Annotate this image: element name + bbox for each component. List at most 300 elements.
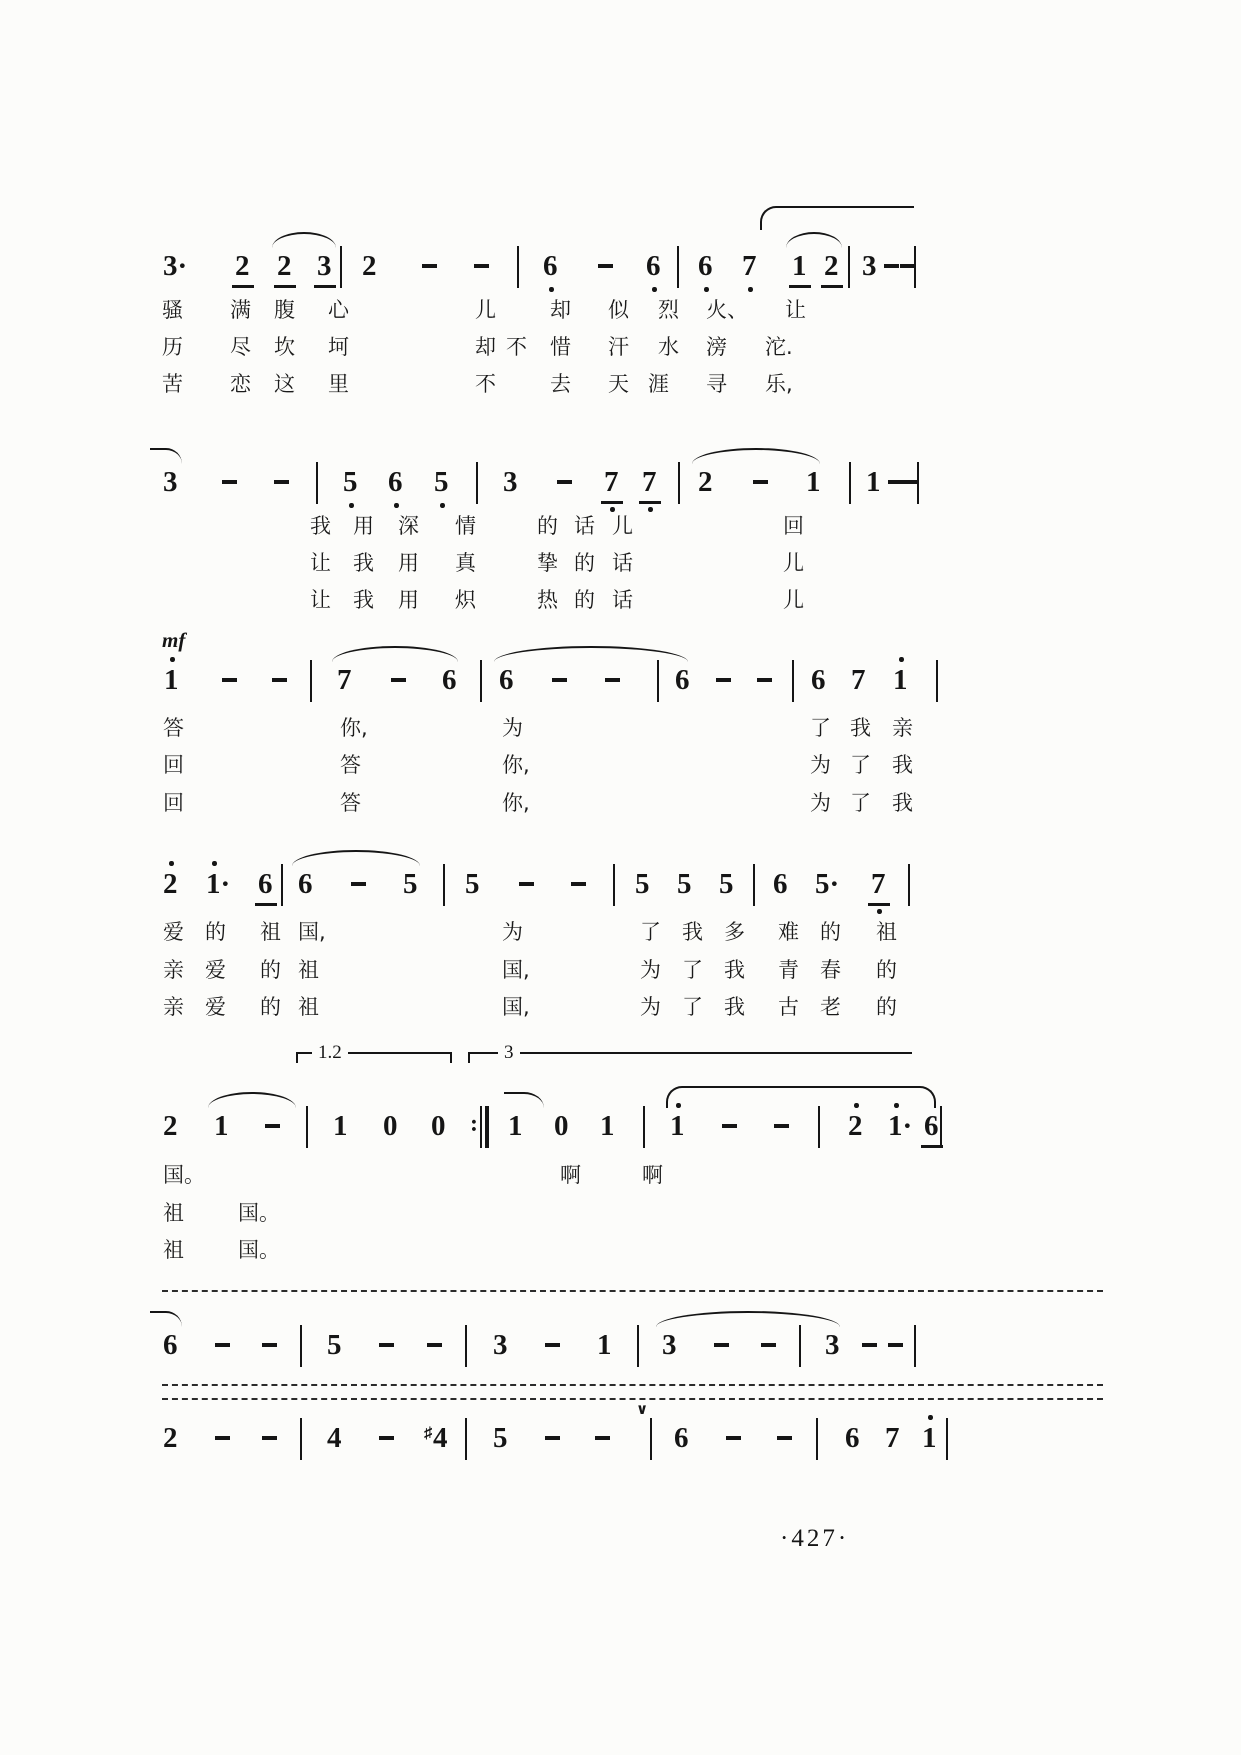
duration-dash xyxy=(714,1343,729,1347)
note-number: 6 xyxy=(698,250,713,282)
lyric-syllable: 我 xyxy=(892,753,913,777)
note-number: 3 xyxy=(163,466,178,498)
lyric-syllable: 了 xyxy=(640,920,661,944)
lyric-syllable: 情 xyxy=(455,514,476,538)
duration-dash xyxy=(774,1124,789,1128)
note-number: 5 xyxy=(403,868,418,900)
lyric-syllable: 苦 xyxy=(162,372,183,396)
note-number: 1 xyxy=(922,1422,937,1454)
octave-dot-below xyxy=(877,909,882,914)
lyric-syllable: 了 xyxy=(850,791,871,815)
lyric-syllable: 里 xyxy=(328,372,349,396)
note-number: 5 xyxy=(327,1329,342,1361)
note-number: 7 xyxy=(642,466,657,498)
lyric-syllable: 国。 xyxy=(238,1238,280,1262)
octave-dot-below xyxy=(748,287,753,292)
note-number: 6 xyxy=(924,1110,939,1142)
barline xyxy=(306,1106,308,1148)
lyric-syllable: 祖 xyxy=(876,920,897,944)
slur-tie-arc xyxy=(150,448,182,464)
lyric-syllable: 烈 xyxy=(658,298,679,322)
note-number: 2 xyxy=(235,250,250,282)
note-number: 1 xyxy=(866,466,881,498)
note-number: 1 xyxy=(600,1110,615,1142)
octave-dot-below xyxy=(610,507,615,512)
duration-dash xyxy=(903,480,918,484)
note-number: 0 xyxy=(383,1110,398,1142)
slur-tie-arc xyxy=(692,448,820,464)
lyric-syllable: 儿 xyxy=(783,551,804,575)
barline xyxy=(792,660,794,702)
note-number: 7 xyxy=(337,664,352,696)
duration-dash xyxy=(351,882,366,886)
lyric-syllable: 爱 xyxy=(163,920,184,944)
lyric-syllable: 儿 xyxy=(612,514,633,538)
duration-dash xyxy=(595,1436,610,1440)
lyric-syllable: 为 xyxy=(810,791,831,815)
slur-tie-arc xyxy=(272,232,336,248)
note-number: 6 xyxy=(543,250,558,282)
barline xyxy=(799,1325,801,1367)
note-number: 5· xyxy=(815,868,840,900)
lyric-syllable: 为 xyxy=(640,958,661,982)
octave-dot-above xyxy=(169,861,174,866)
lyric-syllable: 古 xyxy=(778,995,799,1019)
lyric-syllable: 你, xyxy=(502,791,530,815)
duration-dash xyxy=(757,678,772,682)
lyric-syllable: 滂 xyxy=(706,335,727,359)
volta-label: 1.2 xyxy=(312,1043,348,1062)
lyric-syllable: 的 xyxy=(260,958,281,982)
barline xyxy=(613,864,615,906)
duration-dash xyxy=(716,678,731,682)
octave-dot-below xyxy=(349,503,354,508)
lyric-syllable: 答 xyxy=(163,716,184,740)
duration-dash xyxy=(777,1436,792,1440)
note-number: 3 xyxy=(862,250,877,282)
repeat-sign-barline xyxy=(480,1106,482,1148)
note-number: 5 xyxy=(465,868,480,900)
lyric-syllable: 寻 xyxy=(706,372,727,396)
note-number: 3 xyxy=(493,1329,508,1361)
lyric-syllable: 你, xyxy=(340,716,368,740)
octave-dot-below xyxy=(648,507,653,512)
note-number: ♯4 xyxy=(424,1422,448,1454)
lyric-syllable: 祖 xyxy=(298,958,319,982)
note-number: 5 xyxy=(635,868,650,900)
note-number: 7 xyxy=(871,868,886,900)
note-number: 5 xyxy=(434,466,449,498)
note-number: 1· xyxy=(888,1110,913,1142)
note-number: 2 xyxy=(698,466,713,498)
lyric-syllable: 老 xyxy=(820,995,841,1019)
note-number: 1 xyxy=(792,250,807,282)
lyric-syllable: 的 xyxy=(820,920,841,944)
lyric-syllable: 满 xyxy=(230,298,251,322)
repeat-sign-barline xyxy=(485,1106,489,1148)
lyric-syllable: 用 xyxy=(398,588,419,612)
note-number: 1 xyxy=(214,1110,229,1142)
slur-tie-arc xyxy=(292,850,420,866)
lyric-syllable: 亲 xyxy=(163,995,184,1019)
duration-dash xyxy=(753,480,768,484)
page-number: ·427· xyxy=(780,1525,850,1552)
note-number: 2 xyxy=(163,1110,178,1142)
lyric-syllable: 深 xyxy=(398,514,419,538)
barline xyxy=(908,864,910,906)
lyric-syllable: 难 xyxy=(778,920,799,944)
lyric-syllable: 儿 xyxy=(475,298,496,322)
duration-dash xyxy=(605,678,620,682)
note-number: 1 xyxy=(508,1110,523,1142)
duration-dash xyxy=(215,1436,230,1440)
lyric-syllable: 回 xyxy=(783,514,804,538)
lyric-syllable: 尽 xyxy=(230,335,251,359)
lyric-syllable: 沱. xyxy=(765,335,793,359)
lyric-syllable: 的 xyxy=(574,551,595,575)
octave-dot-above xyxy=(899,657,904,662)
lyric-syllable: 汗 xyxy=(608,335,629,359)
slur-tie-arc xyxy=(332,646,458,662)
lyric-syllable: 亲 xyxy=(892,716,913,740)
lyric-syllable: 用 xyxy=(398,551,419,575)
duration-dash xyxy=(884,264,899,268)
barline xyxy=(650,1418,652,1460)
lyric-syllable: 让 xyxy=(310,588,331,612)
lyric-syllable: 祖 xyxy=(163,1201,184,1225)
lyric-syllable: 的 xyxy=(537,514,558,538)
note-number: 3 xyxy=(662,1329,677,1361)
lyric-syllable: 乐, xyxy=(765,372,793,396)
duration-dash xyxy=(888,1343,903,1347)
duration-dash xyxy=(552,678,567,682)
note-number: 6 xyxy=(388,466,403,498)
barline xyxy=(848,246,850,288)
barline xyxy=(940,1106,942,1148)
octave-dot-below xyxy=(652,287,657,292)
note-number: 6 xyxy=(258,868,273,900)
lyric-syllable: 挚 xyxy=(537,551,558,575)
octave-dot-below xyxy=(440,503,445,508)
note-number: 0 xyxy=(554,1110,569,1142)
lyric-syllable: 春 xyxy=(820,958,841,982)
barline xyxy=(443,864,445,906)
barline xyxy=(678,462,680,504)
lyric-syllable: 这 xyxy=(274,372,295,396)
eighth-note-underline xyxy=(601,501,623,504)
lyric-syllable: 你, xyxy=(502,753,530,777)
note-number: 5 xyxy=(677,868,692,900)
barline xyxy=(816,1418,818,1460)
lyric-syllable: 祖 xyxy=(260,920,281,944)
duration-dash xyxy=(474,264,489,268)
barline xyxy=(657,660,659,702)
barline xyxy=(465,1418,467,1460)
lyric-syllable: 骚 xyxy=(162,298,183,322)
lyric-syllable: 了 xyxy=(682,995,703,1019)
lyric-syllable: 的 xyxy=(876,995,897,1019)
note-number: 4 xyxy=(327,1422,342,1454)
barline xyxy=(637,1325,639,1367)
lyric-syllable: 儿 xyxy=(783,588,804,612)
note-number: 7 xyxy=(742,250,757,282)
note-number: 1 xyxy=(893,664,908,696)
note-number: 6 xyxy=(442,664,457,696)
melisma-dashed-line xyxy=(162,1384,1103,1386)
barline xyxy=(316,462,318,504)
lyric-syllable: 了 xyxy=(682,958,703,982)
note-number: 5 xyxy=(719,868,734,900)
duration-dash xyxy=(274,480,289,484)
lyric-syllable: 啊 xyxy=(642,1163,663,1187)
note-number: 2 xyxy=(848,1110,863,1142)
note-number: 5 xyxy=(343,466,358,498)
lyric-syllable: 腹 xyxy=(274,298,295,322)
volta-label: 3 xyxy=(498,1043,520,1062)
eighth-note-underline xyxy=(255,903,277,906)
lyric-syllable: 话 xyxy=(612,551,633,575)
lyric-syllable: 火、 xyxy=(706,298,748,322)
lyric-syllable: 坎 xyxy=(274,335,295,359)
lyric-syllable: 心 xyxy=(328,298,349,322)
breath-mark: ∨ xyxy=(636,1400,649,1418)
note-number: 3 xyxy=(825,1329,840,1361)
lyric-syllable: 我 xyxy=(724,958,745,982)
lyric-syllable: 为 xyxy=(810,753,831,777)
lyric-syllable: 我 xyxy=(310,514,331,538)
barline xyxy=(281,864,283,906)
barline xyxy=(340,246,342,288)
barline xyxy=(818,1106,820,1148)
melisma-dashed-line xyxy=(162,1290,1103,1292)
slur-tie-arc xyxy=(494,646,688,662)
duration-dash xyxy=(900,264,915,268)
note-number: 0 xyxy=(431,1110,446,1142)
lyric-syllable: 用 xyxy=(353,514,374,538)
duration-dash xyxy=(262,1343,277,1347)
duration-dash xyxy=(272,678,287,682)
barline xyxy=(476,462,478,504)
eighth-note-underline xyxy=(232,285,254,288)
duration-dash xyxy=(519,882,534,886)
lyric-syllable: 涯 xyxy=(648,372,669,396)
note-number: 1 xyxy=(164,664,179,696)
barline xyxy=(300,1418,302,1460)
barline xyxy=(300,1325,302,1367)
slur-tie-arc xyxy=(208,1092,296,1108)
eighth-note-underline xyxy=(868,903,890,906)
note-number: 7 xyxy=(851,664,866,696)
lyric-syllable: 似 xyxy=(608,298,629,322)
lyric-syllable: 的 xyxy=(205,920,226,944)
duration-dash xyxy=(265,1124,280,1128)
duration-dash xyxy=(391,678,406,682)
note-number: 6 xyxy=(773,868,788,900)
note-number: 7 xyxy=(604,466,619,498)
note-number: 6 xyxy=(298,868,313,900)
lyric-syllable: 的 xyxy=(574,588,595,612)
lyric-syllable: 真 xyxy=(455,551,476,575)
lyric-syllable: 却 xyxy=(550,298,571,322)
volta-bracket xyxy=(468,1052,912,1063)
barline xyxy=(465,1325,467,1367)
lyric-syllable: 历 xyxy=(162,335,183,359)
lyric-syllable: 我 xyxy=(850,716,871,740)
note-number: 6 xyxy=(674,1422,689,1454)
lyric-syllable: 我 xyxy=(353,588,374,612)
octave-dot-above xyxy=(170,657,175,662)
octave-dot-above xyxy=(212,861,217,866)
note-number: 3 xyxy=(503,466,518,498)
lyric-syllable: 我 xyxy=(682,920,703,944)
barline xyxy=(849,462,851,504)
lyric-syllable: 话 xyxy=(612,588,633,612)
slur-tie-arc xyxy=(666,1086,936,1108)
duration-dash xyxy=(222,480,237,484)
lyric-syllable: 国。 xyxy=(238,1201,280,1225)
lyric-syllable: 不 xyxy=(506,335,527,359)
duration-dash xyxy=(545,1436,560,1440)
lyric-syllable: 为 xyxy=(640,995,661,1019)
barline xyxy=(914,1325,916,1367)
lyric-syllable: 了 xyxy=(850,753,871,777)
eighth-note-underline xyxy=(821,285,843,288)
lyric-syllable: 多 xyxy=(724,920,745,944)
note-number: 2 xyxy=(163,1422,178,1454)
note-number: 5 xyxy=(493,1422,508,1454)
eighth-note-underline xyxy=(314,285,336,288)
note-number: 1 xyxy=(333,1110,348,1142)
barline xyxy=(517,246,519,288)
lyric-syllable: 国, xyxy=(298,920,326,944)
note-number: 6 xyxy=(675,664,690,696)
slur-tie-arc xyxy=(656,1311,840,1327)
note-number: 2 xyxy=(362,250,377,282)
duration-dash xyxy=(222,678,237,682)
lyric-syllable: 答 xyxy=(340,791,361,815)
barline xyxy=(753,864,755,906)
note-number: 6 xyxy=(499,664,514,696)
duration-dash xyxy=(761,1343,776,1347)
barline xyxy=(936,660,938,702)
duration-dash xyxy=(545,1343,560,1347)
lyric-syllable: 炽 xyxy=(455,588,476,612)
lyric-syllable: 热 xyxy=(537,588,558,612)
duration-dash xyxy=(557,480,572,484)
lyric-syllable: 的 xyxy=(260,995,281,1019)
duration-dash xyxy=(862,1343,877,1347)
barline xyxy=(310,660,312,702)
lyric-syllable: 我 xyxy=(892,791,913,815)
slur-tie-arc xyxy=(760,206,914,230)
lyric-syllable: 我 xyxy=(724,995,745,1019)
barline xyxy=(914,246,916,288)
duration-dash xyxy=(427,1343,442,1347)
note-number: 2 xyxy=(277,250,292,282)
lyric-syllable: 答 xyxy=(340,753,361,777)
note-number: 1 xyxy=(670,1110,685,1142)
duration-dash xyxy=(262,1436,277,1440)
lyric-syllable: 我 xyxy=(353,551,374,575)
lyric-syllable: 祖 xyxy=(163,1238,184,1262)
barline xyxy=(917,462,919,504)
note-number: 2 xyxy=(824,250,839,282)
note-number: 1 xyxy=(597,1329,612,1361)
lyric-syllable: 惜 xyxy=(550,335,571,359)
repeat-sign-dots: : xyxy=(470,1111,478,1137)
note-number: 7 xyxy=(885,1422,900,1454)
lyric-syllable: 不 xyxy=(475,372,496,396)
duration-dash xyxy=(571,882,586,886)
lyric-syllable: 水 xyxy=(658,335,679,359)
lyric-syllable: 祖 xyxy=(298,995,319,1019)
dynamic-marking: mf xyxy=(162,628,186,652)
duration-dash xyxy=(422,264,437,268)
lyric-syllable: 爱 xyxy=(205,958,226,982)
note-number: 3· xyxy=(163,250,188,282)
lyric-syllable: 为 xyxy=(502,716,523,740)
barline xyxy=(480,660,482,702)
lyric-syllable: 青 xyxy=(778,958,799,982)
lyric-syllable: 坷 xyxy=(328,335,349,359)
lyric-syllable: 亲 xyxy=(163,958,184,982)
lyric-syllable: 国。 xyxy=(163,1163,205,1187)
eighth-note-underline xyxy=(789,285,811,288)
lyric-syllable: 恋 xyxy=(230,372,251,396)
octave-dot-below xyxy=(549,287,554,292)
note-number: 6 xyxy=(163,1329,178,1361)
slur-tie-arc xyxy=(150,1311,182,1327)
octave-dot-above xyxy=(928,1415,933,1420)
slur-tie-arc xyxy=(504,1092,544,1108)
lyric-syllable: 的 xyxy=(876,958,897,982)
duration-dash xyxy=(379,1436,394,1440)
eighth-note-underline xyxy=(639,501,661,504)
slur-tie-arc xyxy=(786,232,842,248)
lyric-syllable: 让 xyxy=(785,298,806,322)
barline xyxy=(946,1418,948,1460)
note-number: 6 xyxy=(646,250,661,282)
lyric-syllable: 了 xyxy=(810,716,831,740)
note-number: 3 xyxy=(317,250,332,282)
duration-dash xyxy=(598,264,613,268)
note-number: 1· xyxy=(206,868,231,900)
lyric-syllable: 回 xyxy=(163,753,184,777)
octave-dot-below xyxy=(704,287,709,292)
eighth-note-underline xyxy=(274,285,296,288)
note-number: 6 xyxy=(811,664,826,696)
duration-dash xyxy=(379,1343,394,1347)
lyric-syllable: 回 xyxy=(163,791,184,815)
lyric-syllable: 去 xyxy=(550,372,571,396)
lyric-syllable: 啊 xyxy=(560,1163,581,1187)
lyric-syllable: 天 xyxy=(608,372,629,396)
lyric-syllable: 为 xyxy=(502,920,523,944)
sharp-accidental: ♯ xyxy=(424,1425,432,1442)
barline xyxy=(643,1106,645,1148)
melisma-dashed-line xyxy=(162,1398,1103,1400)
octave-dot-below xyxy=(394,503,399,508)
barline xyxy=(677,246,679,288)
note-number: 2 xyxy=(163,868,178,900)
lyric-syllable: 国, xyxy=(502,995,530,1019)
lyric-syllable: 让 xyxy=(310,551,331,575)
duration-dash xyxy=(888,480,903,484)
duration-dash xyxy=(215,1343,230,1347)
note-number: 1 xyxy=(806,466,821,498)
duration-dash xyxy=(726,1436,741,1440)
note-number: 6 xyxy=(845,1422,860,1454)
